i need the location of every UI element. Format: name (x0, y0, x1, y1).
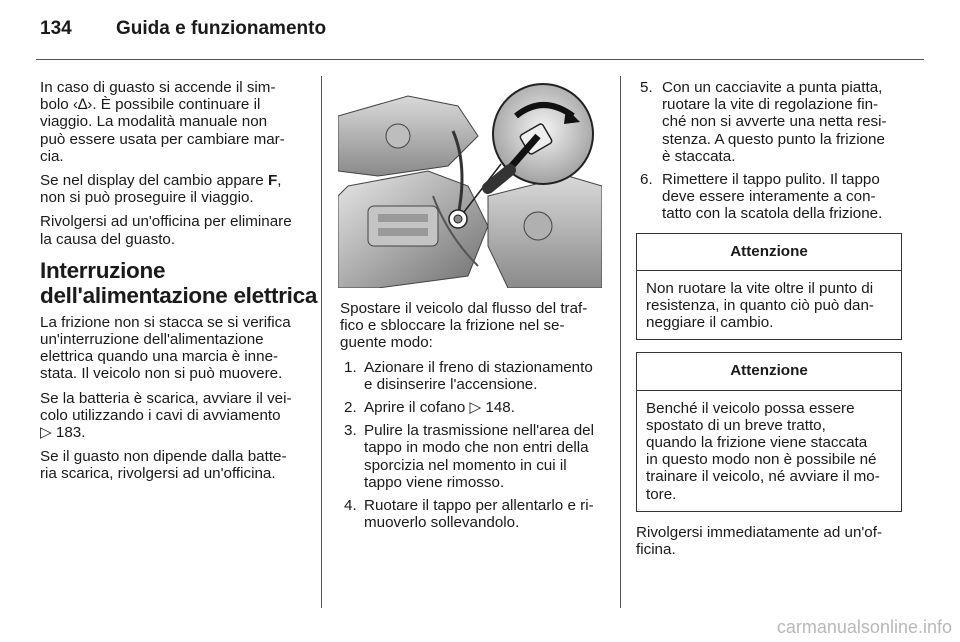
list-number: 4. (344, 497, 357, 515)
warning-body (637, 271, 901, 340)
text-line: guente modo: (340, 334, 433, 352)
list-number: 3. (344, 422, 357, 440)
text-line: stenza. A questo punto la frizione (662, 130, 885, 148)
column-divider (620, 76, 621, 608)
paragraph-workshop (40, 213, 305, 247)
text-line: e disinserire l'accensione. (364, 375, 538, 393)
text-line: tappo in modo che non entri della (364, 439, 589, 457)
list-item (340, 422, 606, 491)
text-line: ficina. (636, 541, 676, 559)
text-line: Non ruotare la vite oltre il punto di (646, 279, 874, 297)
text-line: Azionare il freno di stazionamento (364, 358, 593, 376)
text-line: un'interruzione dell'alimentazione (40, 331, 264, 349)
gear-display-letter: F (267, 172, 278, 190)
text-fragment: Se nel display del cambio appare (40, 172, 268, 190)
warning-box (636, 233, 902, 341)
paragraph-intro (340, 300, 606, 352)
text-line: è staccata. (662, 147, 736, 165)
text-line: elettrica quando una marcia è inne- (40, 348, 279, 366)
text-line: La frizione non si stacca se si verifica (40, 313, 291, 331)
text-line (40, 172, 305, 189)
page-reference: ▷ 183. (40, 424, 86, 442)
column-left (40, 79, 318, 490)
watermark: carmanualsonline.info (776, 617, 952, 637)
warning-box (636, 352, 902, 511)
list-item (340, 399, 606, 416)
text-line: in questo modo non è possibile né (646, 451, 877, 469)
text-line: non si può proseguire il viaggio. (40, 189, 254, 207)
text-line: cia. (40, 147, 64, 165)
text-line: ché non si avverte una netta resi- (662, 113, 887, 131)
text-line: viaggio. La modalità manuale non (40, 113, 268, 131)
text-line: Se la batteria è scarica, avviare il vei- (40, 389, 292, 407)
text-line: Spostare il veicolo dal flusso del traf- (340, 300, 588, 317)
text-line: tatto con la scatola della frizione. (662, 205, 883, 223)
heading-line: dell'alimentazione elettrica (40, 282, 318, 308)
text-line: deve essere interamente a con- (662, 188, 876, 206)
text-line: ruotare la vite di regolazione fin- (662, 96, 879, 114)
text-fragment: , (277, 172, 282, 190)
text-line: Se il guasto non dipende dalla batte- (40, 448, 287, 466)
paragraph-display-f (40, 172, 305, 206)
list-item (636, 171, 902, 223)
text-line: Rivolgersi immediatamente ad un'of- (636, 523, 883, 541)
text-line: Rivolgersi ad un'officina per eliminare (40, 213, 292, 231)
text-line: fico e sbloccare la frizione nel se- (340, 317, 565, 335)
text-line: tappo viene rimosso. (364, 473, 505, 491)
text-line: ria scarica, rivolgersi ad un'officina. (40, 465, 276, 483)
paragraph-power-interruption (40, 314, 305, 383)
text-line: Aprire il cofano ▷ 148. (364, 399, 515, 417)
text-line: sporcizia nel momento in cui il (364, 456, 567, 474)
text-line: stata. Il veicolo non si può muovere. (40, 365, 283, 383)
text-line: la causa del guasto. (40, 230, 176, 248)
list-item (340, 359, 606, 393)
paragraph-battery (40, 390, 305, 442)
text-line: quando la frizione viene staccata (646, 434, 868, 452)
paragraph-closing (636, 524, 902, 558)
column-divider (321, 76, 322, 608)
text-line: resistenza, in quanto ciò può dan- (646, 297, 874, 315)
list-number: 6. (640, 171, 653, 189)
warning-title: Attenzione (637, 234, 901, 271)
text-line: neggiare il cambio. (646, 314, 774, 332)
text-line: tore. (646, 485, 677, 503)
paragraph-fault-indicator (40, 79, 305, 165)
list-item (636, 79, 902, 165)
section-heading (40, 257, 318, 308)
text-line: trainare il veicolo, né avviare il mo- (646, 468, 880, 486)
text-line: Rimettere il tappo pulito. Il tappo (662, 171, 880, 189)
text-line: bolo ‹∆›. È possibile continuare il (40, 96, 261, 114)
text-line: Ruotare il tappo per allentarlo e ri- (364, 497, 594, 515)
warning-body (637, 391, 901, 511)
list-number: 5. (640, 79, 653, 96)
text-line: Pulire la trasmissione nell'area del (364, 422, 594, 440)
clutch-release-illustration (338, 76, 602, 288)
page-title: Guida e funzionamento (116, 18, 327, 39)
list-item (340, 497, 606, 531)
header-rule (36, 59, 924, 60)
text-line: colo utilizzando i cavi di avviamento (40, 406, 281, 424)
page-header (36, 18, 926, 48)
text-line: Benché il veicolo possa essere (646, 399, 855, 417)
warning-title: Attenzione (637, 353, 901, 390)
text-line: Con un cacciavite a punta piatta, (662, 79, 883, 96)
page-number: 134 (40, 18, 72, 39)
paragraph-other-fault (40, 448, 305, 482)
column-right (636, 79, 902, 565)
text-line: spostato di un breve tratto, (646, 416, 826, 434)
engine-bay-drawing (338, 76, 602, 288)
text-line: può essere usata per cambiare mar- (40, 130, 285, 148)
column-middle (340, 300, 606, 537)
heading-line: Interruzione (40, 257, 166, 283)
list-number: 1. (344, 358, 357, 376)
list-number: 2. (344, 399, 357, 417)
text-line: muoverlo sollevandolo. (364, 514, 520, 532)
text-line: In caso di guasto si accende il sim- (40, 79, 276, 96)
